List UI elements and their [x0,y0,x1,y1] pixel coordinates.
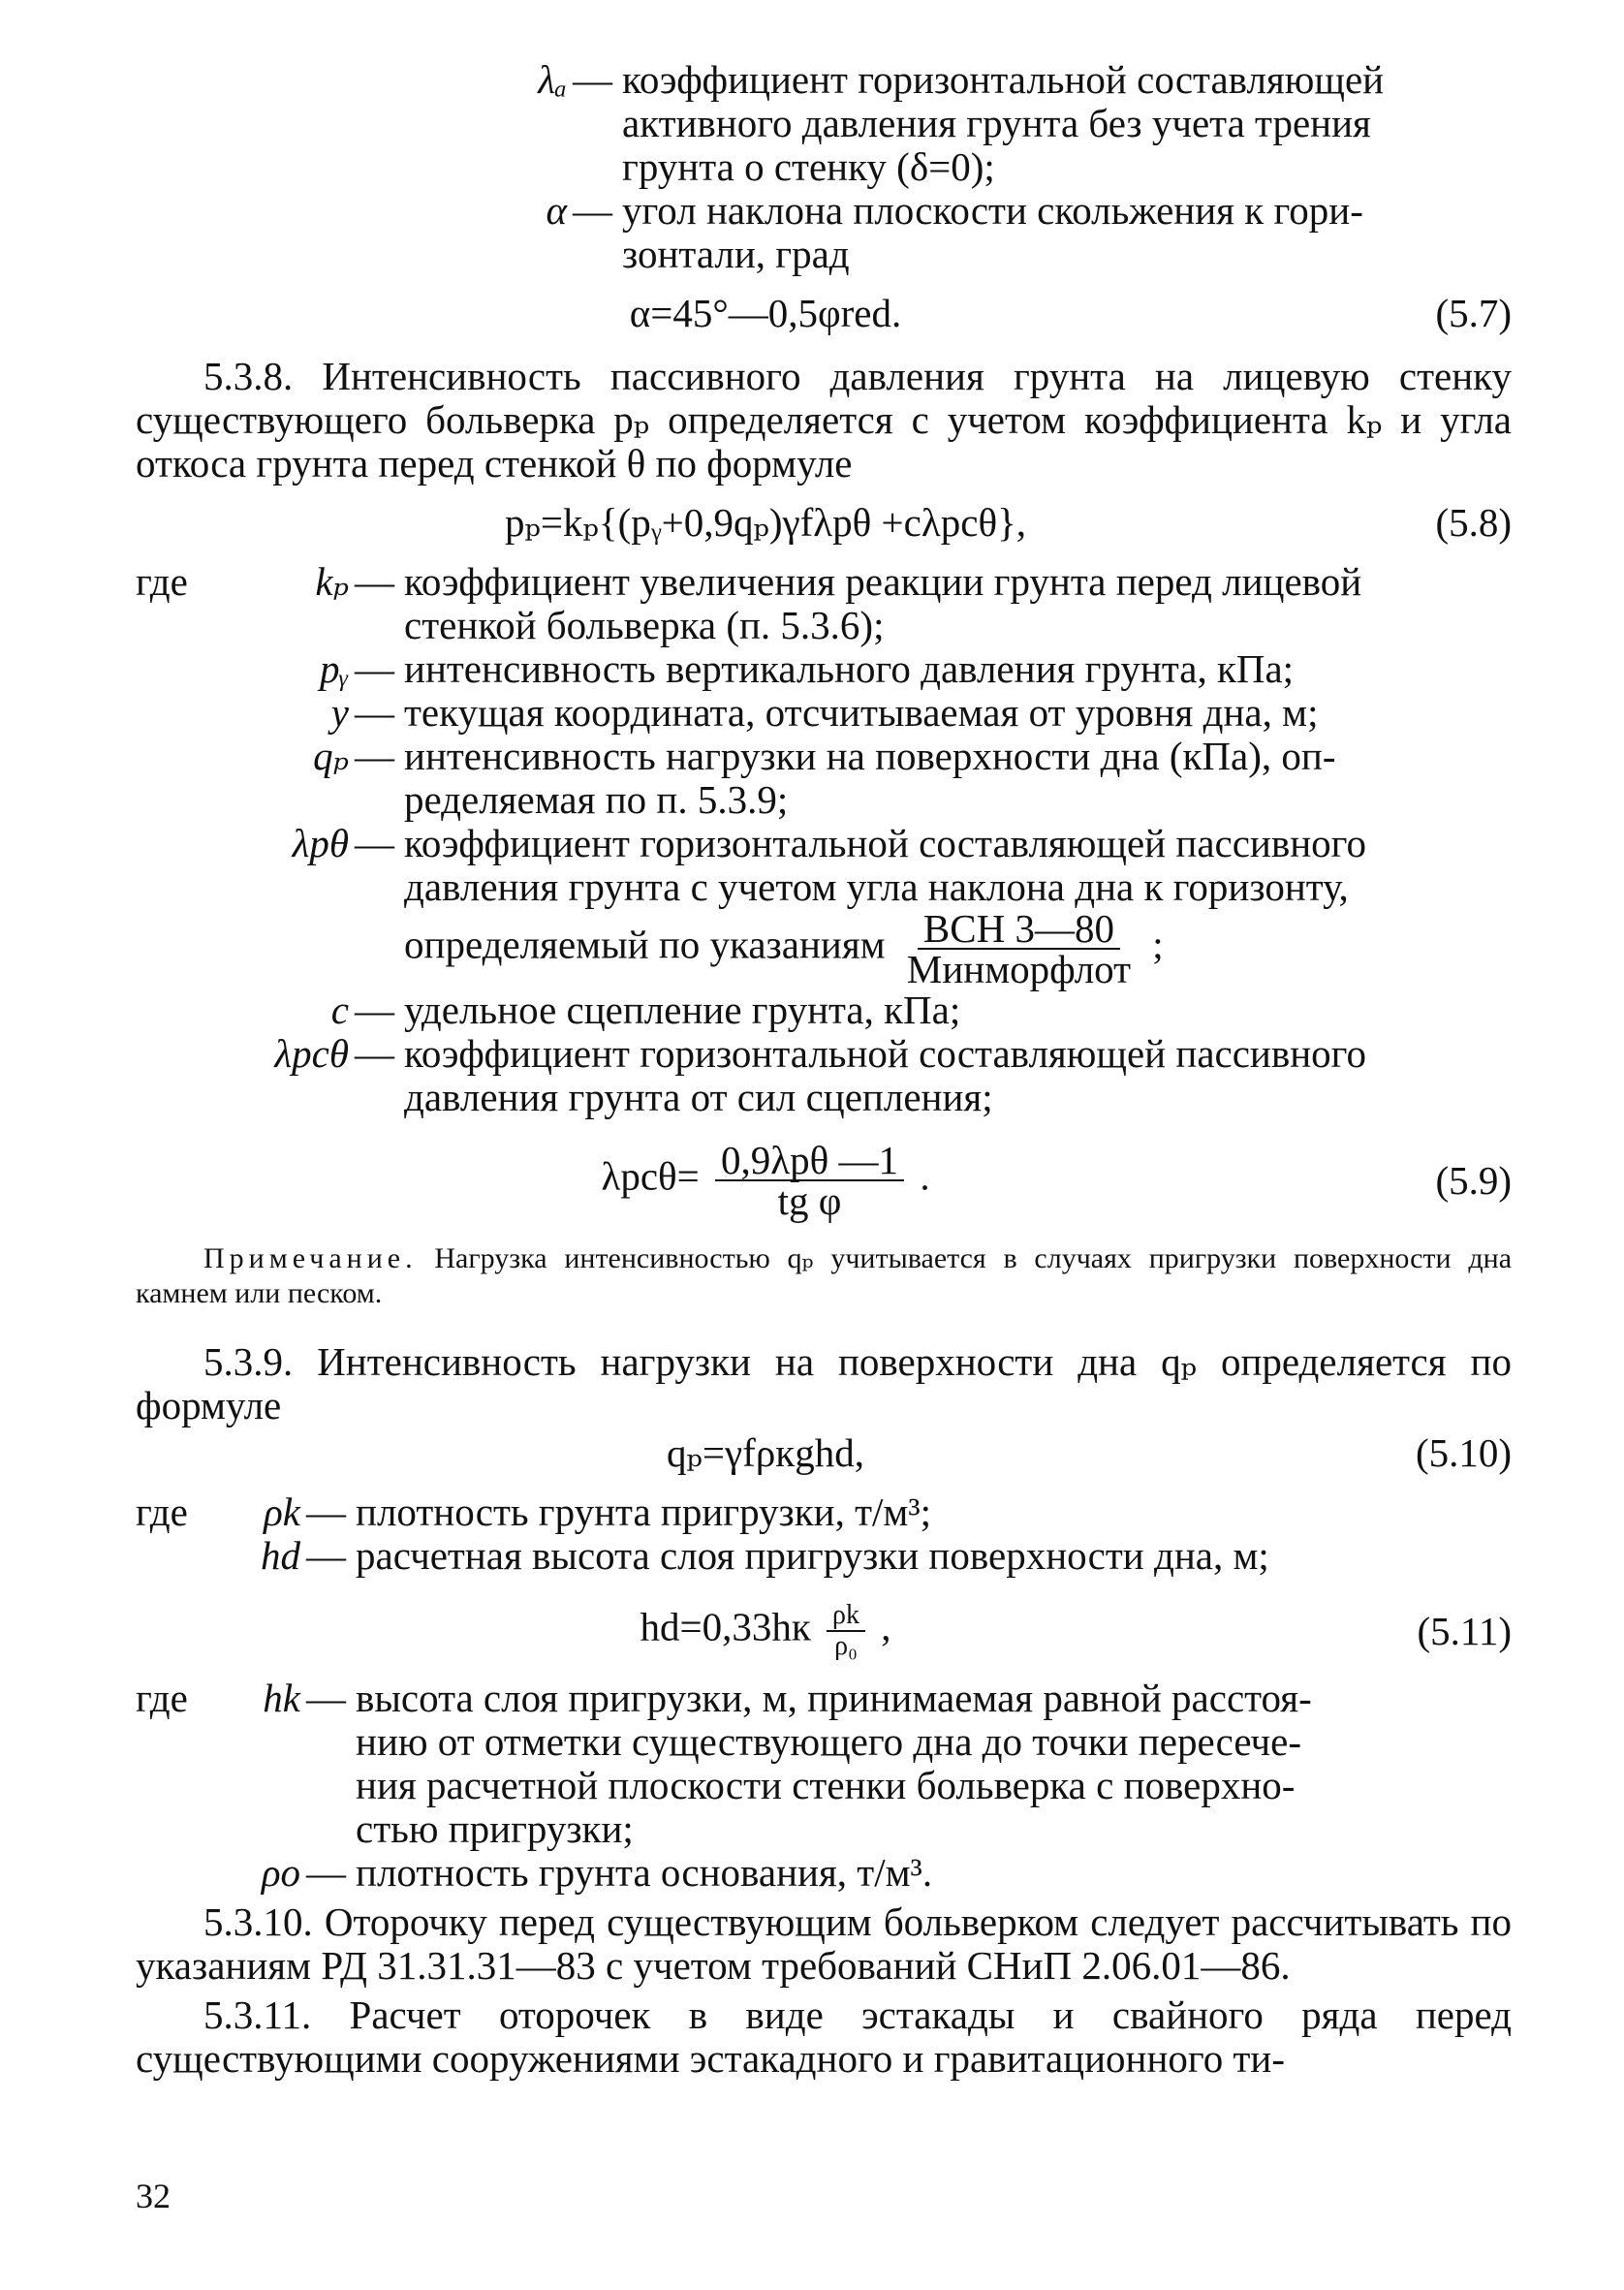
formula-expression: qₚ=γfρкghd, [667,1430,864,1475]
symbol: kₚ [315,559,349,604]
definition-lambda-pc-theta [136,1032,1512,1119]
note-text: Нагрузка интенсивностью qₚ учитывается в случаях пригрузки поверхности дна камнем или песком. [136,1242,1513,1309]
definition-line: коэффициент горизонтальной составляющей пассивного [404,1031,1366,1076]
dash: — [306,1533,346,1578]
paragraph-5-3-9: 5.3.9. Интенсивность нагрузки на поверхности дна qₚ определяется по формуле [136,1339,1512,1427]
definition-text: текущая координата, отсчитываемая от уровня дна, м; [404,690,1319,735]
fraction-numerator: 0,9λpθ —1 [715,1141,904,1181]
definition-line: активного давления грунта без учета трения [622,101,1371,145]
definition-text: расчетная высота слоя пригрузки поверхности дна, м; [356,1533,1269,1578]
dash: — [306,1676,346,1720]
formula-5-10 [136,1431,1512,1475]
formula-5-11 [136,1601,1512,1661]
formula-lhs: λpcθ= [601,1153,700,1199]
symbol: λₐ [538,57,567,102]
fraction-numerator: ВСН 3—80 [918,909,1120,950]
symbol: qₚ [313,734,349,778]
dash: — [355,988,394,1032]
definition-line: зонтали, град [622,232,850,276]
symbol: λpcθ [274,1031,349,1076]
page-number: 32 [136,2177,171,2215]
definitions-5-10 [136,1490,1512,1578]
definition-line: ределяемая по п. 5.3.9; [404,777,789,822]
formula-number: (5.10) [1415,1430,1512,1475]
definition-text: плотность грунта основания, т/м³. [356,1850,933,1895]
definition-line: нию от отметки существующего дна до точки пересече- [356,1719,1302,1764]
where-label: где [136,1490,188,1534]
definition-text [622,189,1512,276]
fraction-denominator: ρ₀ [834,1631,858,1661]
note [136,1241,1512,1311]
symbol: λpθ [292,821,349,865]
definition-line: давления грунта с учетом угла наклона дна к горизонту, [404,864,1349,909]
definition-line: угол наклона плоскости скольжения к гори- [622,188,1363,233]
symbol: ρk [264,1490,300,1534]
definitions-5-11 [136,1677,1512,1895]
paragraph-5-3-10: 5.3.10. Оторочку перед существующим больверком следует рассчитывать по указаниям РД 31.31.31—83 с учетом требований СНиП 2.06.01—86. [136,1899,1512,1988]
definition-line: коэффициент горизонтальной составляющей пассивного [404,821,1366,865]
definition-lambda-p-theta [136,821,1512,991]
formula-number: (5.8) [1435,500,1512,545]
dash: — [355,690,394,735]
definition-text: интенсивность вертикального давления грунта, кПа; [404,646,1295,691]
definitions-top [455,58,1512,276]
formula-tail: . [920,1153,930,1199]
vsn-fraction [901,906,1137,991]
formula-tail: , [881,1604,891,1649]
definition-kp [136,560,1512,647]
symbol: y [330,690,349,735]
symbol: hd [261,1533,300,1578]
formula-number: (5.11) [1417,1608,1512,1653]
definition-line: давления грунта от сил сцепления; [404,1075,993,1119]
definition-line: коэффициент горизонтальной составляющей [622,57,1385,102]
fraction-numerator: ρk [827,1601,865,1632]
definition-line: стенкой больверка (п. 5.3.6); [404,603,885,647]
formula-number: (5.9) [1435,1157,1512,1203]
paragraph-5-3-11: 5.3.11. Расчет оторочек в виде эстакады и свайного ряда перед существующими сооружениями эстакадного и гравитационного ти- [136,1992,1512,2081]
definition-line: ния расчетной плоскости стенки больверка с поверхно- [356,1763,1296,1807]
dash: — [355,734,394,778]
definition-qp [136,735,1512,822]
definition-y [136,691,1512,735]
definition-line: стью пригрузки; [356,1806,634,1851]
definition-lambda-a [455,58,1512,189]
where-label: где [136,559,188,604]
note-label: Примечание. [203,1242,418,1274]
dash: — [306,1490,346,1534]
dash: — [573,188,612,233]
symbol: c [330,988,349,1032]
definition-hd [136,1534,1512,1578]
symbol: ρо [261,1850,300,1895]
where-label: где [136,1676,188,1720]
formula-expression: pₚ=kₚ{(pᵧ+0,9qₚ)γfλpθ +cλpcθ}, [504,500,1027,545]
formula-5-9 [136,1138,1512,1223]
formula-fraction [715,1138,904,1223]
symbol: hk [263,1676,300,1720]
definition-text: плотность грунта пригрузки, т/м³; [356,1490,932,1534]
vsn-lead: определяемый по указаниям [404,922,886,967]
definition-text [404,821,1512,991]
definitions-5-8 [136,560,1512,1119]
definition-text [622,58,1512,189]
vsn-tail: ; [1152,922,1164,967]
paragraph-5-3-8: 5.3.8. Интенсивность пассивного давления грунта на лицевую стенку существующего больверка pₚ определяется с учетом коэффициента kₚ и угла откоса грунта перед стенкой θ по формуле [136,354,1512,486]
definition-c [136,988,1512,1032]
formula-expression [136,1138,1395,1223]
formula-lhs: hd=0,33hк [640,1604,811,1649]
dash: — [306,1850,346,1895]
definition-line: коэффициент увеличения реакции грунта перед лицевой [404,559,1362,604]
fraction-denominator: tg φ [777,1178,842,1223]
formula-expression [136,1601,1395,1661]
vsn-reference-line [404,906,1512,991]
definition-line: грунта о стенку (δ=0); [622,144,995,189]
definition-text [404,735,1512,822]
formula-5-7 [136,292,1512,335]
definition-text [404,560,1512,647]
definition-line: высота слоя пригрузки, м, принимаемая равной расстоя- [356,1676,1312,1720]
dash: — [355,646,394,691]
symbol: pᵧ [320,646,349,691]
formula-5-8 [136,501,1512,545]
definition-text [404,1032,1512,1119]
definition-py [136,647,1512,691]
definition-rho-0 [136,1851,1512,1895]
definition-alpha [455,189,1512,276]
definition-text: удельное сцепление грунта, кПа; [404,988,961,1032]
dash: — [573,57,612,102]
fraction-denominator: Минморфлот [906,947,1132,991]
definition-hk [136,1677,1512,1851]
formula-fraction [827,1601,865,1661]
definition-rho-k [136,1490,1512,1534]
formula-number: (5.7) [1435,291,1512,335]
symbol: α [546,188,567,233]
page-body [136,58,1512,2081]
formula-expression: α=45°—0,5φred. [629,291,902,335]
definition-text [356,1677,1512,1851]
dash: — [355,559,394,604]
definition-line: интенсивность нагрузки на поверхности дна (кПа), оп- [404,734,1336,778]
dash: — [355,821,394,865]
dash: — [355,1031,394,1076]
